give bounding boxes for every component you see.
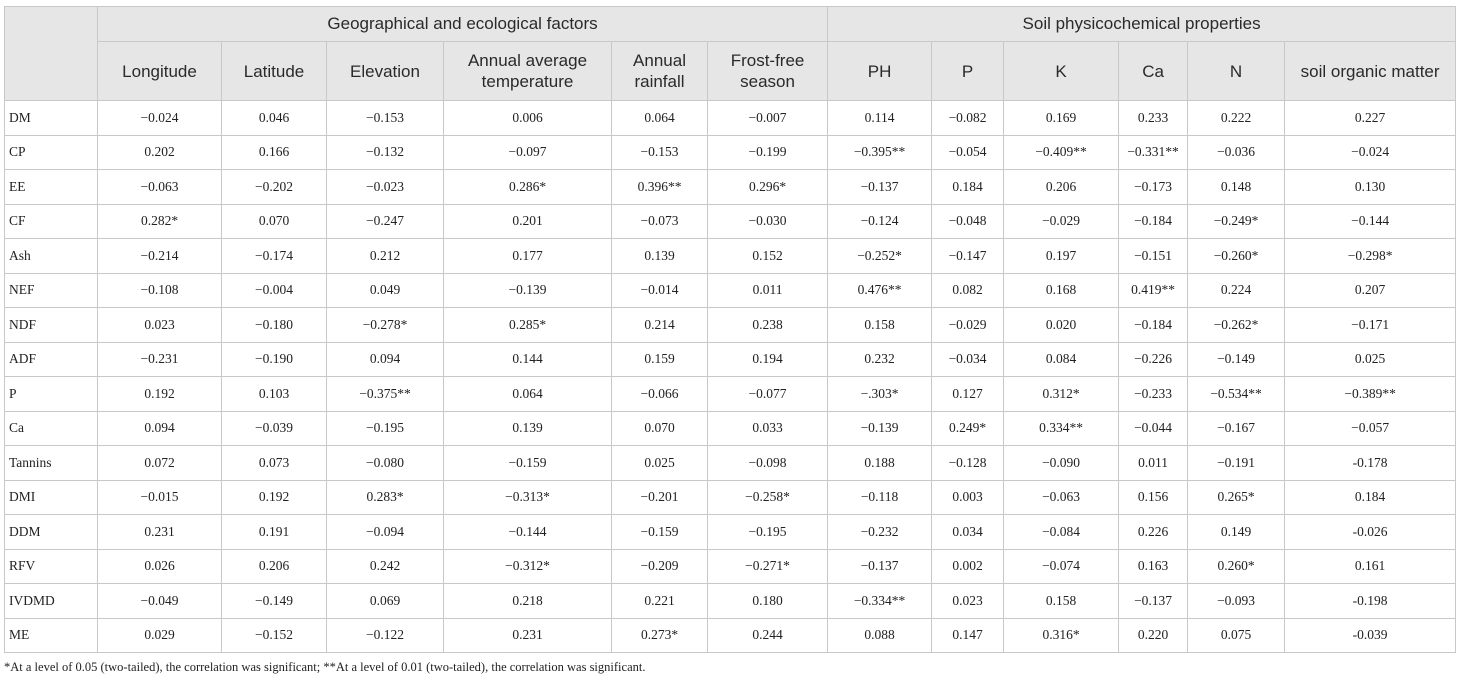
table-cell: −0.044 — [1119, 411, 1188, 446]
table-cell: −0.097 — [444, 135, 612, 170]
table-cell: −0.063 — [98, 170, 222, 205]
table-cell: −0.247 — [327, 204, 444, 239]
table-cell: −0.084 — [1004, 515, 1119, 550]
table-cell: −0.271* — [708, 549, 828, 584]
table-cell: 0.238 — [708, 308, 828, 343]
table-cell: −0.534** — [1188, 377, 1285, 412]
table-cell: 0.334** — [1004, 411, 1119, 446]
table-cell: 0.192 — [222, 480, 327, 515]
table-cell: −0.132 — [327, 135, 444, 170]
column-header: K — [1004, 42, 1119, 101]
table-cell: −0.184 — [1119, 308, 1188, 343]
table-row — [5, 377, 1456, 412]
table-cell: 0.218 — [444, 584, 612, 619]
table-cell: −0.298* — [1285, 239, 1456, 274]
column-header: Annual rainfall — [612, 42, 708, 101]
table-cell: −0.034 — [932, 342, 1004, 377]
table-cell: 0.114 — [828, 101, 932, 136]
column-header: Frost-free season — [708, 42, 828, 101]
table-cell: −0.015 — [98, 480, 222, 515]
corner-cell — [5, 7, 98, 101]
table-cell: −0.030 — [708, 204, 828, 239]
table-cell: −0.024 — [98, 101, 222, 136]
table-cell: 0.201 — [444, 204, 612, 239]
table-cell: 0.072 — [98, 446, 222, 481]
table-cell: −0.066 — [612, 377, 708, 412]
table-cell: 0.025 — [1285, 342, 1456, 377]
table-cell: 0.296* — [708, 170, 828, 205]
table-cell: 0.158 — [1004, 584, 1119, 619]
column-header: Elevation — [327, 42, 444, 101]
table-cell: −0.082 — [932, 101, 1004, 136]
table-cell: 0.244 — [708, 618, 828, 653]
table-cell: −0.375** — [327, 377, 444, 412]
table-cell: 0.166 — [222, 135, 327, 170]
table-cell: −0.139 — [828, 411, 932, 446]
table-cell: −0.334** — [828, 584, 932, 619]
table-body — [5, 101, 1456, 653]
table-cell: 0.192 — [98, 377, 222, 412]
table-cell: 0.025 — [612, 446, 708, 481]
table-cell: −0.124 — [828, 204, 932, 239]
table-cell: 0.194 — [708, 342, 828, 377]
table-cell: 0.169 — [1004, 101, 1119, 136]
table-cell: −0.023 — [327, 170, 444, 205]
row-label: ME — [5, 618, 98, 653]
table-cell: 0.148 — [1188, 170, 1285, 205]
table-cell: −0.007 — [708, 101, 828, 136]
table-cell: 0.231 — [444, 618, 612, 653]
table-row — [5, 549, 1456, 584]
table-cell: −0.094 — [327, 515, 444, 550]
table-cell: −0.262* — [1188, 308, 1285, 343]
table-cell: −0.054 — [932, 135, 1004, 170]
table-cell: 0.139 — [444, 411, 612, 446]
table-cell: 0.156 — [1119, 480, 1188, 515]
table-cell: 0.202 — [98, 135, 222, 170]
table-row — [5, 204, 1456, 239]
table-cell: −0.144 — [1285, 204, 1456, 239]
table-cell: −0.389** — [1285, 377, 1456, 412]
table-cell: −0.226 — [1119, 342, 1188, 377]
table-cell: −0.191 — [1188, 446, 1285, 481]
table-cell: 0.020 — [1004, 308, 1119, 343]
table-cell: −0.149 — [1188, 342, 1285, 377]
table-cell: −0.278* — [327, 308, 444, 343]
table-cell: 0.046 — [222, 101, 327, 136]
table-cell: 0.260* — [1188, 549, 1285, 584]
table-cell: 0.034 — [932, 515, 1004, 550]
table-row — [5, 308, 1456, 343]
table-cell: −0.173 — [1119, 170, 1188, 205]
column-header: Annual average temperature — [444, 42, 612, 101]
row-label: DDM — [5, 515, 98, 550]
table-cell: 0.282* — [98, 204, 222, 239]
table-cell: 0.069 — [327, 584, 444, 619]
table-cell: −0.180 — [222, 308, 327, 343]
column-header: PH — [828, 42, 932, 101]
table-cell: 0.049 — [327, 273, 444, 308]
table-cell: −0.174 — [222, 239, 327, 274]
table-cell: −0.014 — [612, 273, 708, 308]
table-cell: 0.206 — [222, 549, 327, 584]
row-label: P — [5, 377, 98, 412]
table-cell: −0.128 — [932, 446, 1004, 481]
table-cell: -0.198 — [1285, 584, 1456, 619]
table-cell: −0.231 — [98, 342, 222, 377]
table-cell: −0.093 — [1188, 584, 1285, 619]
table-cell: −0.409** — [1004, 135, 1119, 170]
table-row — [5, 135, 1456, 170]
table-cell: 0.226 — [1119, 515, 1188, 550]
table-cell: −0.260* — [1188, 239, 1285, 274]
row-label: NEF — [5, 273, 98, 308]
table-cell: 0.233 — [1119, 101, 1188, 136]
table-cell: 0.285* — [444, 308, 612, 343]
table-cell: −0.039 — [222, 411, 327, 446]
table-cell: −0.312* — [444, 549, 612, 584]
table-cell: 0.249* — [932, 411, 1004, 446]
table-cell: −0.331** — [1119, 135, 1188, 170]
table-cell: 0.070 — [612, 411, 708, 446]
table-cell: 0.184 — [1285, 480, 1456, 515]
table-cell: 0.082 — [932, 273, 1004, 308]
table-cell: 0.002 — [932, 549, 1004, 584]
table-cell: 0.312* — [1004, 377, 1119, 412]
table-cell: −0.108 — [98, 273, 222, 308]
table-cell: 0.064 — [612, 101, 708, 136]
table-cell: −0.201 — [612, 480, 708, 515]
table-row — [5, 411, 1456, 446]
table-cell: 0.103 — [222, 377, 327, 412]
table-cell: −0.209 — [612, 549, 708, 584]
table-cell: −0.073 — [612, 204, 708, 239]
table-cell: −0.214 — [98, 239, 222, 274]
table-cell: 0.184 — [932, 170, 1004, 205]
group-header-geographical: Geographical and ecological factors — [98, 7, 828, 42]
table-cell: 0.283* — [327, 480, 444, 515]
table-cell: −0.098 — [708, 446, 828, 481]
table-row — [5, 342, 1456, 377]
table-row — [5, 515, 1456, 550]
table-cell: −0.199 — [708, 135, 828, 170]
table-cell: −0.159 — [612, 515, 708, 550]
table-cell: −0.184 — [1119, 204, 1188, 239]
table-cell: −0.195 — [327, 411, 444, 446]
table-cell: 0.419** — [1119, 273, 1188, 308]
column-header: Ca — [1119, 42, 1188, 101]
table-cell: −0.137 — [828, 549, 932, 584]
table-cell: −0.063 — [1004, 480, 1119, 515]
table-cell: -0.039 — [1285, 618, 1456, 653]
table-cell: 0.168 — [1004, 273, 1119, 308]
table-cell: 0.220 — [1119, 618, 1188, 653]
table-row — [5, 618, 1456, 653]
footnote: *At a level of 0.05 (two-tailed), the correlation was significant; **At a level of 0.01 (two-tailed), the correlation was significant. — [4, 660, 646, 674]
table-row — [5, 273, 1456, 308]
row-label: Ash — [5, 239, 98, 274]
table-cell: −0.036 — [1188, 135, 1285, 170]
row-label: IVDMD — [5, 584, 98, 619]
table-cell: −0.137 — [828, 170, 932, 205]
table-cell: 0.221 — [612, 584, 708, 619]
table-cell: 0.231 — [98, 515, 222, 550]
table-cell: 0.130 — [1285, 170, 1456, 205]
column-header: N — [1188, 42, 1285, 101]
table-cell: −0.024 — [1285, 135, 1456, 170]
row-label: DMI — [5, 480, 98, 515]
table-cell: 0.206 — [1004, 170, 1119, 205]
row-label: CF — [5, 204, 98, 239]
column-header: P — [932, 42, 1004, 101]
table-cell: 0.147 — [932, 618, 1004, 653]
table-cell: 0.476** — [828, 273, 932, 308]
row-label: CP — [5, 135, 98, 170]
correlation-table — [4, 6, 1456, 653]
table-cell: 0.011 — [1119, 446, 1188, 481]
table-cell: 0.139 — [612, 239, 708, 274]
table-cell: −0.029 — [932, 308, 1004, 343]
table-cell: −0.029 — [1004, 204, 1119, 239]
table-cell: 0.161 — [1285, 549, 1456, 584]
table-cell: −0.137 — [1119, 584, 1188, 619]
table-cell: 0.006 — [444, 101, 612, 136]
column-header: Latitude — [222, 42, 327, 101]
table-cell: −0.077 — [708, 377, 828, 412]
table-cell: −0.151 — [1119, 239, 1188, 274]
table-cell: 0.144 — [444, 342, 612, 377]
row-label: RFV — [5, 549, 98, 584]
table-cell: −0.190 — [222, 342, 327, 377]
table-cell: 0.149 — [1188, 515, 1285, 550]
table-cell: −0.233 — [1119, 377, 1188, 412]
table-cell: 0.152 — [708, 239, 828, 274]
table-cell: 0.396** — [612, 170, 708, 205]
table-cell: −0.074 — [1004, 549, 1119, 584]
table-cell: 0.029 — [98, 618, 222, 653]
table-cell: −0.195 — [708, 515, 828, 550]
table-cell: 0.003 — [932, 480, 1004, 515]
group-header-soil: Soil physicochemical properties — [828, 7, 1456, 42]
table-cell: −0.153 — [327, 101, 444, 136]
column-header: Longitude — [98, 42, 222, 101]
table-cell: 0.177 — [444, 239, 612, 274]
table-cell: −0.090 — [1004, 446, 1119, 481]
table-cell: 0.094 — [98, 411, 222, 446]
table-cell: 0.159 — [612, 342, 708, 377]
table-row — [5, 101, 1456, 136]
table-cell: 0.163 — [1119, 549, 1188, 584]
row-label: NDF — [5, 308, 98, 343]
table-cell: −0.049 — [98, 584, 222, 619]
table-cell: −0.004 — [222, 273, 327, 308]
table-cell: −0.313* — [444, 480, 612, 515]
table-cell: 0.316* — [1004, 618, 1119, 653]
table-cell: −0.167 — [1188, 411, 1285, 446]
row-label: ADF — [5, 342, 98, 377]
table-cell: −0.252* — [828, 239, 932, 274]
table-cell: 0.088 — [828, 618, 932, 653]
table-cell: −0.144 — [444, 515, 612, 550]
table-cell: −0.122 — [327, 618, 444, 653]
table-cell: 0.011 — [708, 273, 828, 308]
correlation-table-container — [4, 6, 1455, 653]
table-cell: −0.152 — [222, 618, 327, 653]
table-cell: −0.118 — [828, 480, 932, 515]
table-cell: −.303* — [828, 377, 932, 412]
table-cell: 0.094 — [327, 342, 444, 377]
table-cell: 0.127 — [932, 377, 1004, 412]
table-cell: −0.048 — [932, 204, 1004, 239]
table-row — [5, 480, 1456, 515]
table-cell: −0.159 — [444, 446, 612, 481]
table-cell: −0.249* — [1188, 204, 1285, 239]
table-cell: −0.147 — [932, 239, 1004, 274]
table-cell: 0.033 — [708, 411, 828, 446]
table-cell: 0.286* — [444, 170, 612, 205]
table-cell: 0.084 — [1004, 342, 1119, 377]
table-cell: 0.023 — [932, 584, 1004, 619]
table-cell: -0.178 — [1285, 446, 1456, 481]
table-cell: 0.188 — [828, 446, 932, 481]
table-cell: 0.070 — [222, 204, 327, 239]
table-row — [5, 170, 1456, 205]
table-cell: 0.224 — [1188, 273, 1285, 308]
table-cell: 0.242 — [327, 549, 444, 584]
table-cell: 0.214 — [612, 308, 708, 343]
table-cell: −0.080 — [327, 446, 444, 481]
table-cell: 0.064 — [444, 377, 612, 412]
table-cell: 0.265* — [1188, 480, 1285, 515]
column-header: soil organic matter — [1285, 42, 1456, 101]
table-cell: 0.180 — [708, 584, 828, 619]
row-label: Ca — [5, 411, 98, 446]
table-row — [5, 239, 1456, 274]
table-cell: 0.191 — [222, 515, 327, 550]
table-cell: −0.171 — [1285, 308, 1456, 343]
table-row — [5, 446, 1456, 481]
row-label: Tannins — [5, 446, 98, 481]
table-cell: 0.197 — [1004, 239, 1119, 274]
table-cell: −0.258* — [708, 480, 828, 515]
table-cell: 0.026 — [98, 549, 222, 584]
table-row — [5, 584, 1456, 619]
table-cell: −0.057 — [1285, 411, 1456, 446]
table-cell: −0.395** — [828, 135, 932, 170]
table-cell: 0.207 — [1285, 273, 1456, 308]
table-header — [5, 7, 1456, 101]
table-cell: 0.232 — [828, 342, 932, 377]
table-cell: −0.232 — [828, 515, 932, 550]
table-cell: 0.212 — [327, 239, 444, 274]
table-cell: 0.227 — [1285, 101, 1456, 136]
table-cell: 0.158 — [828, 308, 932, 343]
table-cell: 0.273* — [612, 618, 708, 653]
table-cell: 0.075 — [1188, 618, 1285, 653]
table-cell: −0.139 — [444, 273, 612, 308]
table-cell: −0.202 — [222, 170, 327, 205]
table-cell: -0.026 — [1285, 515, 1456, 550]
table-cell: 0.023 — [98, 308, 222, 343]
row-label: DM — [5, 101, 98, 136]
table-cell: −0.149 — [222, 584, 327, 619]
table-cell: 0.073 — [222, 446, 327, 481]
row-label: EE — [5, 170, 98, 205]
table-cell: 0.222 — [1188, 101, 1285, 136]
table-cell: −0.153 — [612, 135, 708, 170]
